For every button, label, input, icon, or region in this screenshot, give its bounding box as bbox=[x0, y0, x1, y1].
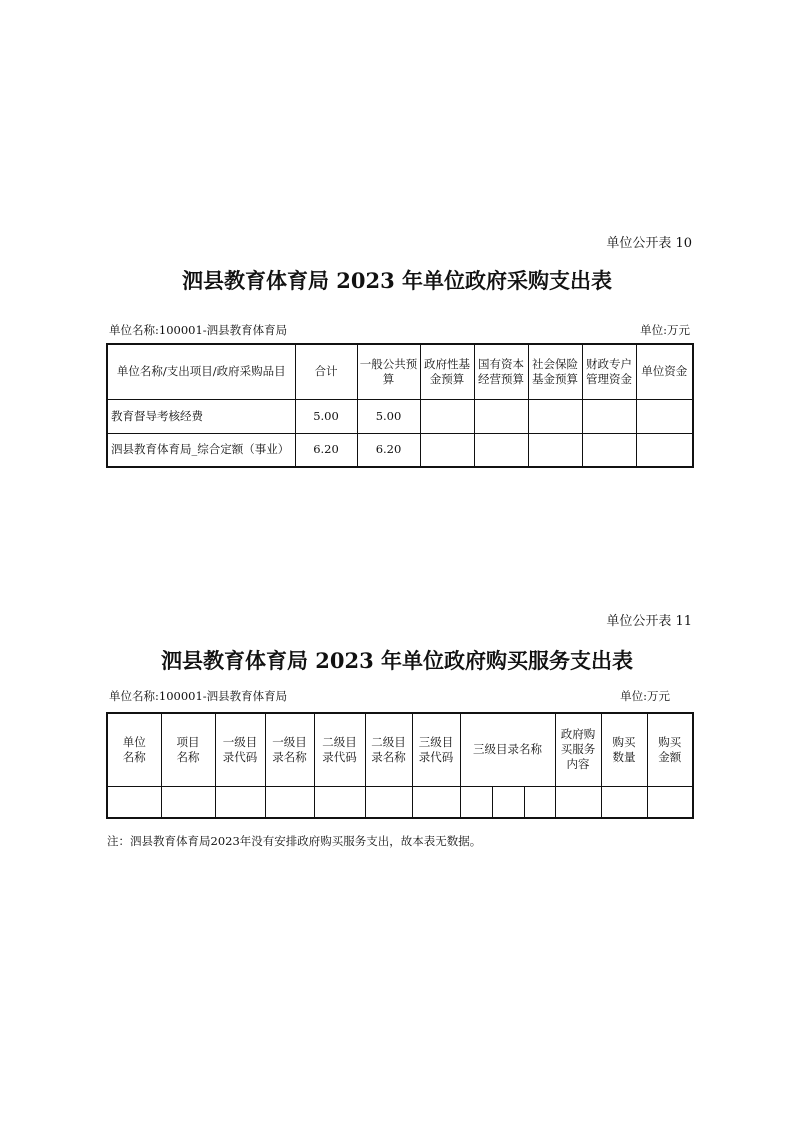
table10-unit: 单位:万元 bbox=[640, 323, 690, 337]
table10-header-row bbox=[107, 344, 693, 399]
header-cell: 三级目录名称 bbox=[460, 713, 555, 786]
empty-cell bbox=[528, 433, 582, 467]
table11-unit: 单位:万元 bbox=[620, 689, 670, 703]
table-row bbox=[107, 399, 693, 433]
empty-cell bbox=[314, 786, 365, 818]
service-purchase-table bbox=[106, 712, 694, 819]
table11-note: 注：泗县教育体育局2023年没有安排政府购买服务支出，故本表无数据。 bbox=[107, 834, 482, 848]
header-cell: 二级目 录代码 bbox=[314, 713, 365, 786]
table10-title: 泗县教育体育局 2023 年单位政府采购支出表 bbox=[181, 268, 613, 293]
empty-cell bbox=[524, 786, 555, 818]
table11-title: 泗县教育体育局 2023 年单位政府购买服务支出表 bbox=[160, 648, 634, 673]
empty-cell bbox=[161, 786, 215, 818]
header-cell: 一般公共预 算 bbox=[357, 344, 420, 399]
row-general-cell: 6.20 bbox=[357, 433, 420, 467]
empty-cell bbox=[492, 786, 524, 818]
empty-cell bbox=[365, 786, 412, 818]
empty-cell bbox=[420, 399, 474, 433]
row-name-cell: 教育督导考核经费 bbox=[107, 399, 295, 433]
procurement-table bbox=[106, 343, 694, 468]
empty-cell bbox=[528, 399, 582, 433]
table10-unit-name: 单位名称:100001-泗县教育体育局 bbox=[109, 323, 288, 337]
header-cell: 单位资金 bbox=[636, 344, 693, 399]
empty-cell bbox=[601, 786, 647, 818]
table10-number: 单位公开表 10 bbox=[606, 236, 692, 251]
row-name-cell: 泗县教育体育局_综合定额（事业） bbox=[107, 433, 295, 467]
row-total-cell: 5.00 bbox=[295, 399, 357, 433]
header-cell: 购买 金额 bbox=[647, 713, 693, 786]
empty-cell bbox=[582, 399, 636, 433]
header-cell: 三级目 录代码 bbox=[412, 713, 460, 786]
table11-unit-name: 单位名称:100001-泗县教育体育局 bbox=[109, 689, 288, 703]
empty-cell bbox=[647, 786, 693, 818]
table-row bbox=[107, 786, 693, 818]
header-cell: 一级目 录名称 bbox=[265, 713, 314, 786]
header-cell: 社会保险 基金预算 bbox=[528, 344, 582, 399]
table-row bbox=[107, 433, 693, 467]
header-cell: 二级目 录名称 bbox=[365, 713, 412, 786]
empty-cell bbox=[636, 433, 693, 467]
row-general-cell: 5.00 bbox=[357, 399, 420, 433]
row-total-cell: 6.20 bbox=[295, 433, 357, 467]
header-cell: 政府购 买服务 内容 bbox=[555, 713, 601, 786]
empty-cell bbox=[474, 399, 528, 433]
header-cell: 国有资本 经营预算 bbox=[474, 344, 528, 399]
header-cell: 政府性基 金预算 bbox=[420, 344, 474, 399]
header-cell: 一级目 录代码 bbox=[215, 713, 265, 786]
empty-cell bbox=[265, 786, 314, 818]
table11-number: 单位公开表 11 bbox=[606, 614, 692, 629]
empty-cell bbox=[107, 786, 161, 818]
empty-cell bbox=[215, 786, 265, 818]
empty-cell bbox=[420, 433, 474, 467]
header-cell: 购买 数量 bbox=[601, 713, 647, 786]
empty-cell bbox=[555, 786, 601, 818]
header-cell: 单位名称/支出项目/政府采购品目 bbox=[107, 344, 295, 399]
header-cell: 项目 名称 bbox=[161, 713, 215, 786]
empty-cell bbox=[636, 399, 693, 433]
empty-cell bbox=[460, 786, 492, 818]
header-cell: 合计 bbox=[295, 344, 357, 399]
empty-cell bbox=[582, 433, 636, 467]
empty-cell bbox=[412, 786, 460, 818]
header-cell: 单位 名称 bbox=[107, 713, 161, 786]
table11-header-row bbox=[107, 713, 693, 786]
header-cell: 财政专户 管理资金 bbox=[582, 344, 636, 399]
empty-cell bbox=[474, 433, 528, 467]
